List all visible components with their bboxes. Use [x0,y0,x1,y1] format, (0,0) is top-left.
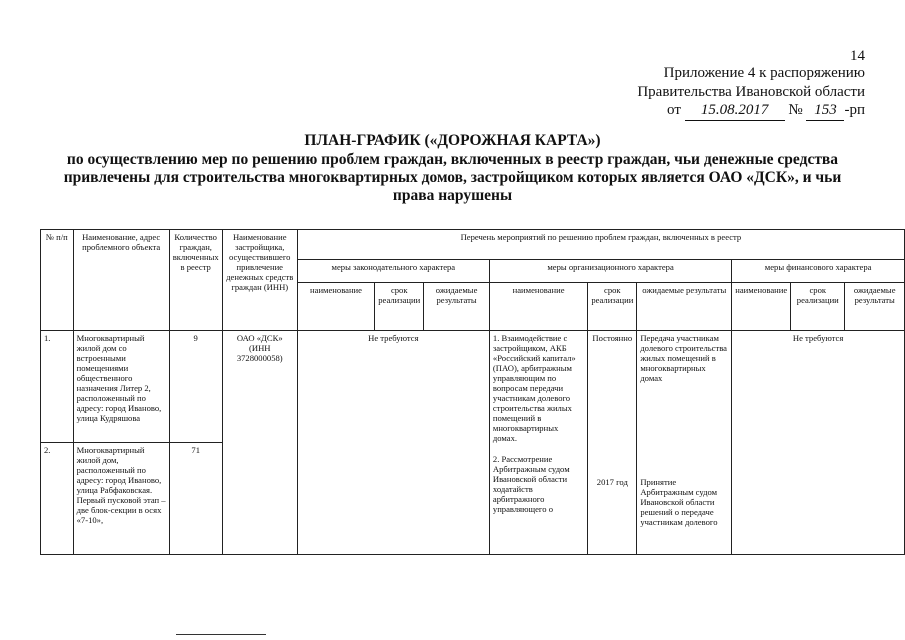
header-leg-results: ожидаемые результаты [424,283,490,331]
footer-divider [176,634,266,635]
header-org-name: наименование [489,283,587,331]
org-measure-term: Постоянно [592,333,633,343]
org-measure-result: Принятие Арбитражным судом Ивановской области решений о передаче участникам долевого [640,477,718,527]
row-count: 71 [169,443,222,555]
org-measure-name: 1. Взаимодействие с застройщиком, АКБ «Российский капитал» (ПАО), арбитражным управляющим по вопросам передачи участникам долевого строительства жилых помещений в многоквартирных домах. [492,333,576,443]
header-legislative: меры законодательного характера [297,260,489,283]
header-org-results: ожидаемые результаты [637,283,732,331]
org-measures-names [489,331,587,555]
header-organizational: меры организационного характера [489,260,731,283]
appendix-date-line [667,101,865,121]
header-measures: Перечень мероприятий по решению проблем граждан, включенных в реестр [297,230,904,260]
financial-measures-cell: Не требуются [732,331,905,555]
document-date: 15.08.2017 [685,101,785,121]
row-number: 2. [41,443,74,555]
legislative-measures-cell: Не требуются [297,331,489,555]
org-measures-results [637,331,732,555]
appendix-line2: Правительства Ивановской области [637,84,865,100]
page-number: 14 [850,48,865,64]
number-suffix: -рп [844,102,865,118]
header-fin-term: срок реализации [791,283,845,331]
table-row [41,331,905,443]
header-developer: Наименование застройщика, осуществившего привлечение денежных средств граждан (ИНН) [222,230,297,331]
header-count: Количество граждан, включенных в реестр [169,230,222,331]
document-number: 153 [806,101,844,121]
org-measure-name: 2. Рассмотрение Арбитражным судом Ивановской области ходатайств арбитражного управляющего о [492,454,570,514]
header-financial: меры финансового характера [732,260,905,283]
row-object: Многоквартирный жилой дом, расположенный по адресу: город Иваново, улица Рабфаковская. Первый пусковой этап – две блок-секции в осях «7-10», [73,443,169,555]
row-object: Многоквартирный жилой дом со встроенными помещениями общественного назначения Литер 2, расположенный по адресу: город Иваново, улица Кудряшова [73,331,169,443]
header-leg-name: наименование [297,283,374,331]
org-measures-terms [588,331,637,555]
header-fin-results: ожидаемые результаты [845,283,905,331]
roadmap-table [40,229,905,555]
header-num: № п/п [41,230,74,331]
header-fin-name: наименование [732,283,791,331]
appendix-line1: Приложение 4 к распоряжению [663,65,865,81]
number-label: № [788,102,803,118]
org-measure-term: 2017 год [596,477,628,487]
header-object: Наименование, адрес проблемного объекта [73,230,169,331]
row-count: 9 [169,331,222,443]
header-leg-term: срок реализации [375,283,424,331]
title-line3: привлечены для строительства многоквартирных домов, застройщиком которых является ОАО «ДСК», и чьи [63,169,842,186]
developer-cell: ОАО «ДСК» (ИНН 3728000058) [222,331,297,555]
row-number: 1. [41,331,74,443]
title-line4: права нарушены [392,187,513,204]
title-line2: по осуществлению мер по решению проблем граждан, включенных в реестр граждан, чьи денежные средства [66,151,839,168]
org-measure-result: Передача участникам долевого строительства жилых помещений в многоквартирных домах [640,333,727,383]
header-org-term: срок реализации [588,283,637,331]
title-line1: ПЛАН-ГРАФИК («ДОРОЖНАЯ КАРТА») [304,132,601,149]
from-label: от [667,102,681,118]
